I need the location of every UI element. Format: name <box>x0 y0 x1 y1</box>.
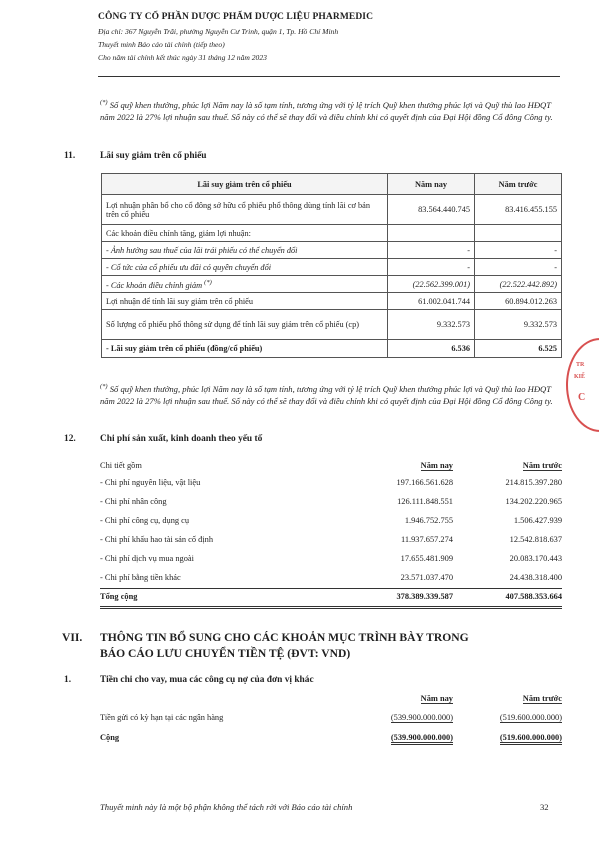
section-11-title: Lãi suy giảm trên cổ phiếu <box>100 151 207 161</box>
table-row <box>102 242 562 259</box>
row-label: - Ảnh hưởng sau thuế của lãi trái phiếu có thể chuyển đổi <box>102 242 388 259</box>
note-marker: (*) <box>100 99 108 106</box>
value-prior <box>475 225 562 242</box>
section-11-number: 11. <box>64 151 76 161</box>
value-current: 17.655.481.909 <box>400 554 453 563</box>
section-12-title: Chi phí sản xuất, kinh doanh theo yếu tố <box>100 434 263 444</box>
table-row <box>102 310 562 340</box>
total-label: Cộng <box>100 733 120 742</box>
cost-header-row <box>100 461 562 475</box>
table-row <box>102 195 562 225</box>
loan-total-row <box>100 733 562 747</box>
section-vii-title-line2: BÁO CÁO LƯU CHUYỂN TIỀN TỆ (ĐVT: VND) <box>100 647 351 660</box>
table-row <box>102 259 562 276</box>
report-period: Cho năm tài chính kết thúc ngày 31 tháng 12 năm 2023 <box>98 53 267 62</box>
company-name: CÔNG TY CỔ PHẦN DƯỢC PHẨM DƯỢC LIỆU PHARMEDIC <box>98 12 374 22</box>
value-prior: - <box>475 259 562 276</box>
row-label: Tiền gửi có kỳ hạn tại các ngân hàng <box>100 713 224 722</box>
note-marker: (*) <box>100 383 108 390</box>
section-vii-number: VII. <box>62 631 83 644</box>
diluted-eps-table <box>101 173 562 358</box>
value-current: 9.332.573 <box>388 310 475 340</box>
loan-header-row <box>100 694 562 708</box>
value-current: - <box>388 242 475 259</box>
value-current: 197.166.561.628 <box>396 478 453 487</box>
total-prior: (519.600.000.000) <box>500 733 562 745</box>
section-vii-1-number: 1. <box>64 675 72 685</box>
total-underline <box>100 606 562 607</box>
row-label: - Chi phí bằng tiền khác <box>100 573 181 582</box>
total-divider <box>100 588 562 589</box>
total-current: (539.900.000.000) <box>391 733 453 745</box>
header-divider <box>98 76 560 77</box>
col-prior-header: Năm trước <box>522 694 562 703</box>
section-12-number: 12. <box>64 434 76 444</box>
value-current: (22.562.399.001) <box>388 276 475 293</box>
table-note <box>100 381 562 408</box>
value-prior: 83.416.455.155 <box>475 195 562 225</box>
row-label: Lợi nhuận phân bổ cho cổ đông sở hữu cổ phiếu phổ thông dùng tính lãi cơ bản trên cổ phiếu <box>102 195 388 225</box>
cost-row <box>100 497 562 511</box>
table-row <box>102 225 562 242</box>
row-label: - Cổ tức của cổ phiếu ưu đãi có quyền chuyển đổi <box>102 259 388 276</box>
table-header-row <box>102 174 562 195</box>
value-current: 6.536 <box>388 340 475 358</box>
table-row <box>102 293 562 310</box>
note-text: Số quỹ khen thưởng, phúc lợi Năm nay là số tạm tính, tương ứng với tỷ lệ trích Quỹ khen thưởng phúc lợi và Quỹ thù lao HĐQT năm 2022 là 27% lợi nhuận sau thuế. Số này có thể sẽ thay đổi và điều chỉnh khi có quyết định của Đại Hội đồng Cổ đông Công ty. <box>100 99 553 123</box>
row-label: - Chi phí nguyên liệu, vật liệu <box>100 478 201 487</box>
value-current: (539.900.000.000) <box>390 713 453 722</box>
cost-total-row <box>100 592 562 606</box>
value-current: 61.002.041.744 <box>388 293 475 310</box>
value-prior: 1.506.427.939 <box>513 516 562 525</box>
row-label: - Chi phí nhân công <box>100 497 167 506</box>
value-current <box>388 225 475 242</box>
value-prior: (519.600.000.000) <box>499 713 562 722</box>
row-label: Lợi nhuận để tính lãi suy giảm trên cổ phiếu <box>102 293 388 310</box>
cost-row <box>100 516 562 530</box>
row-note-marker: (*) <box>204 278 212 286</box>
detail-label: Chi tiết gồm <box>100 461 142 470</box>
col-current-header: Năm nay <box>420 461 453 470</box>
value-prior: 12.542.818.637 <box>509 535 562 544</box>
cost-row <box>100 573 562 587</box>
value-prior: 24.438.318.400 <box>509 573 562 582</box>
value-prior: - <box>475 242 562 259</box>
report-subtitle: Thuyết minh Báo cáo tài chính (tiếp theo) <box>98 40 225 49</box>
value-current: 11.937.657.274 <box>400 535 453 544</box>
page-number: 32 <box>540 802 549 812</box>
value-prior: 6.525 <box>475 340 562 358</box>
row-label: - Chi phí khấu hao tài sản cố định <box>100 535 214 544</box>
value-current: 23.571.037.470 <box>400 573 453 582</box>
table-row-total <box>102 340 562 358</box>
value-prior: 134.202.220.965 <box>505 497 562 506</box>
company-seal-stamp: TR KIỂ C <box>566 338 599 432</box>
footer-text: Thuyết minh này là một bộ phận không thể tách rời với Báo cáo tài chính <box>100 802 353 812</box>
section-vii-1-title: Tiền chi cho vay, mua các công cụ nợ của đơn vị khác <box>100 675 314 685</box>
table-header: Năm nay <box>388 174 475 195</box>
value-prior: 20.083.170.443 <box>509 554 562 563</box>
col-prior-header: Năm trước <box>522 461 562 470</box>
value-prior: 60.894.012.263 <box>475 293 562 310</box>
note-text: Số quỹ khen thưởng, phúc lợi Năm nay là số tạm tính, tương ứng với tỷ lệ trích Quỹ khen thưởng phúc lợi và Quỹ thù lao HĐQT năm 2022 là 27% lợi nhuận sau thuế. Số này có thể sẽ thay đổi và điều chỉnh khi có quyết định của Đại Hội đồng Cổ đông Công ty. <box>100 383 553 407</box>
row-label <box>102 276 388 293</box>
total-current: 378.389.339.587 <box>396 592 453 601</box>
top-note <box>100 97 562 124</box>
table-header: Lãi suy giảm trên cổ phiếu <box>102 174 388 195</box>
value-prior: 214.815.397.280 <box>505 478 562 487</box>
row-label: - Chi phí công cụ, dụng cụ <box>100 516 190 525</box>
total-prior: 407.588.353.664 <box>505 592 562 601</box>
row-label: Số lượng cổ phiếu phổ thông sử dụng để tính lãi suy giảm trên cổ phiếu (cp) <box>102 310 388 340</box>
table-header: Năm trước <box>475 174 562 195</box>
loan-row <box>100 713 562 727</box>
cost-row <box>100 478 562 492</box>
value-current: 1.946.752.755 <box>404 516 453 525</box>
value-prior: 9.332.573 <box>475 310 562 340</box>
row-label: - Chi phí dịch vụ mua ngoài <box>100 554 194 563</box>
value-current: - <box>388 259 475 276</box>
cost-row <box>100 554 562 568</box>
value-prior: (22.522.442.892) <box>475 276 562 293</box>
total-label: Tổng cộng <box>100 592 138 601</box>
value-current: 126.111.848.551 <box>397 497 453 506</box>
row-label: Các khoản điều chỉnh tăng, giảm lợi nhuận: <box>102 225 388 242</box>
cost-row <box>100 535 562 549</box>
col-current-header: Năm nay <box>420 694 453 703</box>
section-vii-title-line1: THÔNG TIN BỔ SUNG CHO CÁC KHOẢN MỤC TRÌNH BÀY TRONG <box>100 631 469 644</box>
value-current: 83.564.440.745 <box>388 195 475 225</box>
row-label: - Lãi suy giảm trên cổ phiếu (đồng/cổ phiếu) <box>102 340 388 358</box>
total-double-underline <box>100 608 562 609</box>
table-row <box>102 276 562 293</box>
row-label-text: - Các khoản điều chỉnh giảm <box>106 280 203 290</box>
company-address: Địa chỉ: 367 Nguyễn Trãi, phường Nguyễn Cư Trinh, quận 1, Tp. Hồ Chí Minh <box>98 27 339 36</box>
